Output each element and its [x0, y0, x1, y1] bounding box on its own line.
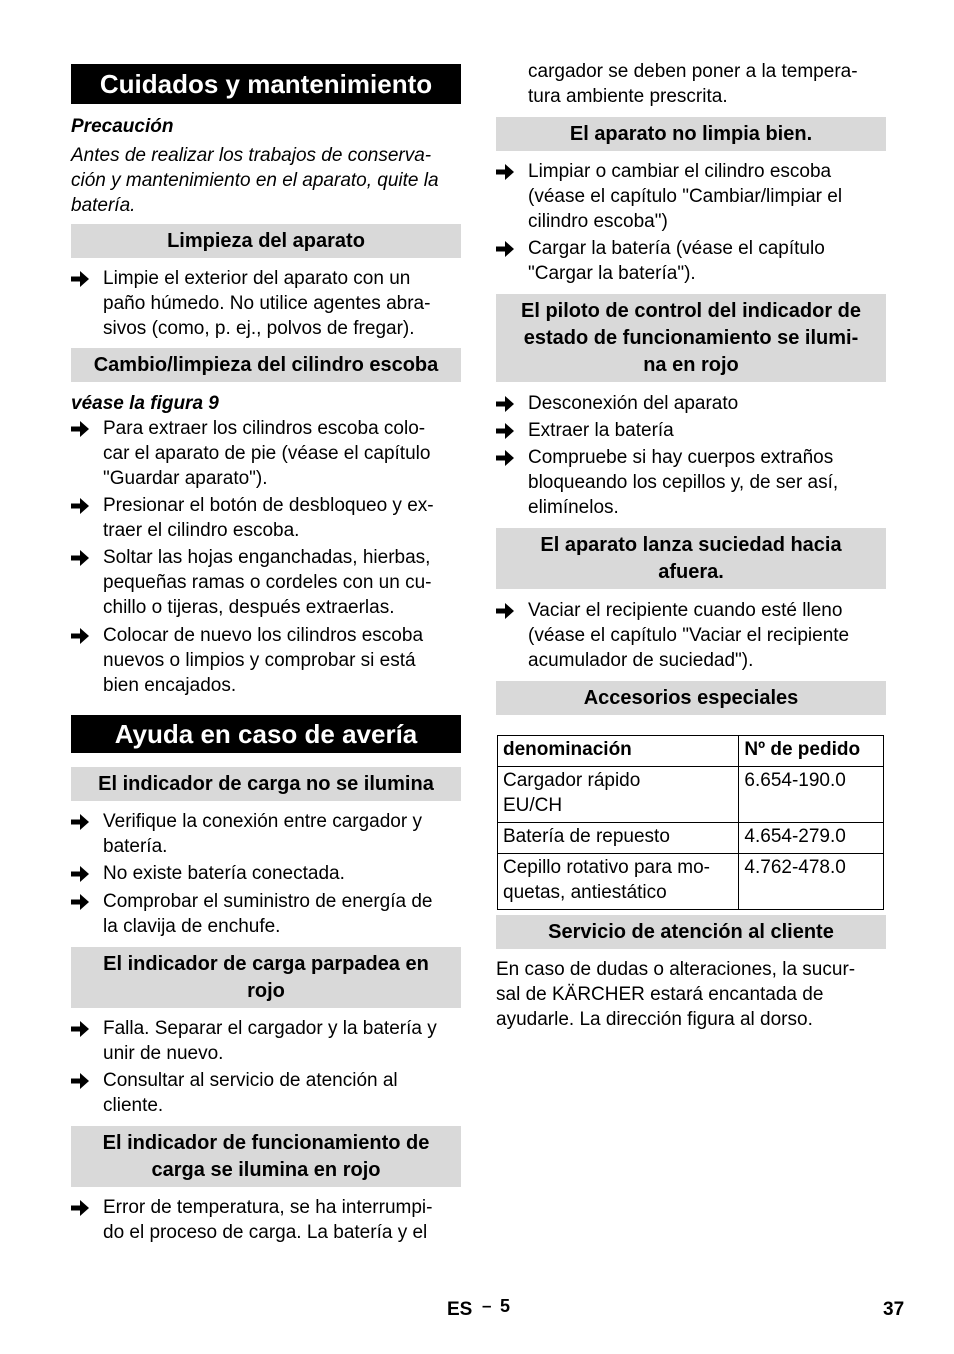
heading-funcionamiento-line: El indicador de funcionamiento de: [102, 1131, 430, 1154]
arrow-right-icon: [71, 889, 91, 910]
arrow-right-icon: [496, 598, 516, 619]
heading-funcionamiento-line: carga se ilumina en rojo: [151, 1158, 381, 1181]
list-item: [496, 391, 888, 416]
list-item: [71, 1068, 463, 1118]
text-line: Cargador rápido: [503, 770, 641, 791]
list-item-text: [528, 445, 838, 520]
list-item: [71, 861, 463, 886]
heading-ayuda: [71, 715, 461, 753]
list-item: [496, 159, 888, 234]
table-header-row: [498, 736, 884, 767]
list-item: [496, 236, 888, 286]
list-item-text: [103, 1195, 432, 1245]
heading-indicador-no-text: El indicador de carga no se ilumina: [98, 772, 434, 795]
arrow-right-icon: [71, 266, 91, 287]
text-line: Limpie el exterior del aparato con un: [103, 268, 411, 289]
arrow-right-icon: [496, 159, 516, 180]
heading-no-limpia: [496, 117, 886, 151]
text-line: pequeñas ramas o cordeles con un cu-: [103, 572, 432, 593]
heading-ayuda-text: Ayuda en caso de avería: [114, 718, 418, 749]
text-line: quetas, antiestático: [503, 882, 667, 903]
heading-lanza: [496, 528, 886, 589]
table-cell: [498, 767, 739, 823]
text-line: (véase el capítulo "Cambiar/limpiar el: [528, 186, 843, 207]
text-line: Soltar las hojas enganchadas, hierbas,: [103, 547, 431, 568]
heading-piloto: [496, 294, 886, 382]
text-line: cilindro escoba"): [528, 211, 668, 232]
text-line: Verifique la conexión entre cargador y: [103, 811, 422, 832]
heading-piloto-line: El piloto de control del indicador de: [520, 299, 862, 322]
list-item-text: [103, 545, 431, 620]
list-item-text: [103, 889, 433, 939]
text-line: sivos (como, p. ej., polvos de fregar).: [103, 318, 415, 339]
text-line: Cargar la batería (véase el capítulo: [528, 238, 825, 259]
text-line: la clavija de enchufe.: [103, 916, 281, 937]
table-cell: 6.654-190.0: [739, 767, 884, 823]
list-item-text: [103, 493, 434, 543]
text-line: chillo o tijeras, después extraerlas.: [103, 597, 395, 618]
heading-lanza-line: El aparato lanza suciedad hacia: [540, 533, 842, 556]
arrow-right-icon: [496, 391, 516, 412]
list-item-text: [528, 236, 825, 286]
table-row: [498, 767, 884, 823]
text-line: Error de temperatura, se ha interrumpi-: [103, 1197, 433, 1218]
arrow-right-icon: [71, 493, 91, 514]
table-row: [498, 823, 884, 854]
arrow-right-icon: [71, 1068, 91, 1089]
text-line: EU/CH: [503, 795, 563, 816]
table-cell: [498, 854, 739, 910]
heading-parpadea: [71, 947, 461, 1008]
text-line: acumulador de suciedad").: [528, 650, 754, 671]
text-line: Presionar el botón de desbloqueo y ex-: [103, 495, 434, 516]
list-item-text: [528, 391, 738, 416]
text-line: Consultar al servicio de atención al: [103, 1070, 398, 1091]
list-item: [71, 1016, 463, 1066]
text-line: Compruebe si hay cuerpos extraños: [528, 447, 834, 468]
footer-language: ES: [447, 1299, 473, 1320]
list-item: [71, 889, 463, 939]
heading-accesorios-text: Accesorios especiales: [583, 686, 799, 709]
heading-limpieza-text: Limpieza del aparato: [167, 229, 365, 252]
text-line: nuevos o limpios y comprobar si está: [103, 650, 416, 671]
text-line: "Cargar la batería").: [528, 263, 696, 284]
list-item: [71, 623, 463, 698]
text-line: bien encajados.: [103, 675, 237, 696]
text-line: batería.: [103, 836, 168, 857]
list-item: [496, 598, 888, 673]
text-line: paño húmedo. No utilice agentes abra-: [103, 293, 431, 314]
text-line: Colocar de nuevo los cilindros escoba: [103, 625, 424, 646]
text-line: (véase el capítulo "Vaciar el recipiente: [528, 625, 850, 646]
list-item: [71, 809, 463, 859]
text-line: Para extraer los cilindros escoba colo-: [103, 418, 426, 439]
heading-parpadea-line: rojo: [247, 979, 285, 1002]
list-item-text: [103, 623, 423, 698]
text-line: cliente.: [103, 1095, 164, 1116]
text-line: Cepillo rotativo para mo-: [503, 857, 710, 878]
arrow-right-icon: [71, 861, 91, 882]
footer-section-page: 5: [500, 1296, 511, 1316]
heading-cambio: [71, 348, 461, 382]
text-line: Comprobar el suministro de energía de: [103, 891, 433, 912]
table-cell: 4.654-279.0: [739, 823, 884, 854]
table-header-cell: Nº de pedido: [739, 736, 884, 767]
list-item-text: [103, 809, 422, 859]
arrow-right-icon: [496, 418, 516, 439]
text-line: Extraer la batería: [528, 420, 674, 441]
text-line: cargador se deben poner a la tempera-: [528, 61, 858, 82]
list-item: [71, 1195, 463, 1245]
page-number: 37: [883, 1299, 905, 1320]
continuation-text: [528, 59, 888, 109]
list-item-text: [103, 861, 345, 886]
list-item-text: [103, 1016, 437, 1066]
heading-parpadea-line: El indicador de carga parpadea en: [103, 952, 429, 975]
text-line: Desconexión del aparato: [528, 393, 739, 414]
heading-lanza-line: afuera.: [658, 560, 724, 583]
table-header-cell: denominación: [498, 736, 739, 767]
list-item: [496, 418, 888, 443]
arrow-right-icon: [71, 623, 91, 644]
text-line: do el proceso de carga. La batería y el: [103, 1222, 428, 1243]
heading-servicio: [496, 915, 886, 949]
heading-indicador-no: [71, 767, 461, 801]
arrow-right-icon: [496, 236, 516, 257]
arrow-right-icon: [71, 416, 91, 437]
heading-funcionamiento: [71, 1126, 461, 1187]
list-item-text: [103, 416, 430, 491]
list-item: [71, 266, 463, 341]
list-item: [496, 445, 888, 520]
precaucion-label: Precaución: [71, 116, 174, 137]
precaucion-line: ción y mantenimiento en el aparato, quite la: [71, 170, 439, 191]
precaucion-text: [71, 143, 463, 218]
list-item-text: [528, 598, 849, 673]
text-line: traer el cilindro escoba.: [103, 520, 300, 541]
text-line: sal de KÄRCHER estará encantada de: [496, 984, 824, 1005]
arrow-right-icon: [496, 445, 516, 466]
text-line: Vaciar el recipiente cuando esté lleno: [528, 600, 843, 621]
list-item-text: [103, 266, 430, 341]
heading-accesorios: [496, 681, 886, 715]
text-line: elimínelos.: [528, 497, 619, 518]
text-line: Limpiar o cambiar el cilindro escoba: [528, 161, 832, 182]
precaucion-line: batería.: [71, 195, 136, 216]
list-item-text: [528, 159, 842, 234]
table-cell: 4.762-478.0: [739, 854, 884, 910]
list-item: [71, 493, 463, 543]
list-item: [71, 545, 463, 620]
arrow-right-icon: [71, 1016, 91, 1037]
text-line: No existe batería conectada.: [103, 863, 345, 884]
list-item: [71, 416, 463, 491]
text-line: Falla. Separar el cargador y la batería y: [103, 1018, 437, 1039]
heading-cuidados-text: Cuidados y mantenimiento: [99, 68, 433, 99]
text-line: unir de nuevo.: [103, 1043, 224, 1064]
text-line: ayudarle. La dirección figura al dorso.: [496, 1009, 813, 1030]
accessories-table: [497, 735, 884, 910]
precaucion-line: Antes de realizar los trabajos de conserva-: [71, 145, 432, 166]
text-line: bloqueando los cepillos y, de ser así,: [528, 472, 839, 493]
text-line: En caso de dudas o alteraciones, la sucur-: [496, 959, 856, 980]
text-line: tura ambiente prescrita.: [528, 86, 728, 107]
list-item-text: [528, 418, 674, 443]
arrow-right-icon: [71, 809, 91, 830]
figure-reference: véase la figura 9: [71, 393, 219, 414]
heading-no-limpia-text: El aparato no limpia bien.: [569, 122, 813, 145]
heading-servicio-text: Servicio de atención al cliente: [548, 920, 834, 943]
text-line: "Guardar aparato").: [103, 468, 268, 489]
servicio-text: [496, 957, 888, 1032]
heading-limpieza: [71, 224, 461, 258]
table-row: [498, 854, 884, 910]
heading-cuidados: [71, 64, 461, 104]
heading-piloto-line: na en rojo: [643, 353, 739, 376]
arrow-right-icon: [71, 1195, 91, 1216]
footer-dash: –: [482, 1296, 492, 1315]
list-item-text: [103, 1068, 398, 1118]
table-cell: Batería de repuesto: [498, 823, 739, 854]
text-line: car el aparato de pie (véase el capítulo: [103, 443, 431, 464]
heading-cambio-text: Cambio/limpieza del cilindro escoba: [93, 353, 439, 376]
arrow-right-icon: [71, 545, 91, 566]
heading-piloto-line: estado de funcionamiento se ilumi-: [523, 326, 859, 349]
